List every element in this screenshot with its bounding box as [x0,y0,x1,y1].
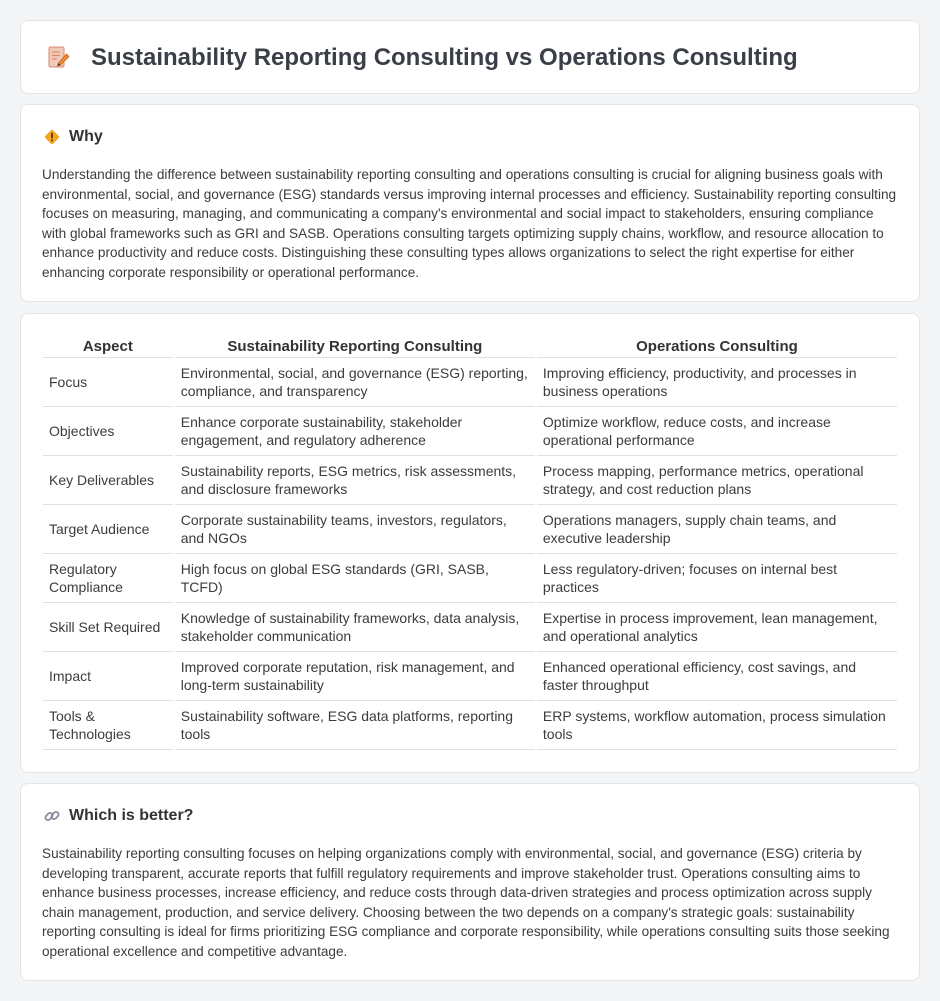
sustainability-cell: Improved corporate reputation, risk management, and long-term sustainability [175,652,535,701]
comparison-table-card [20,313,920,773]
title-card [20,20,920,94]
page-title: Sustainability Reporting Consulting vs Operations Consulting [91,44,798,71]
sustainability-cell: Enhance corporate sustainability, stakeholder engagement, and regulatory adherence [175,407,535,456]
why-section [20,104,920,302]
better-header [43,806,193,826]
aspect-cell: Regulatory Compliance [43,554,173,603]
table-header-row [43,334,897,358]
why-title: Why [69,128,103,145]
table-row [43,358,897,407]
header-sustainability: Sustainability Reporting Consulting [175,334,535,358]
operations-cell: Expertise in process improvement, lean management, and operational analytics [537,603,897,652]
table-row [43,505,897,554]
table-row [43,407,897,456]
diamond-warning-icon [43,128,61,146]
operations-cell: Enhanced operational efficiency, cost savings, and faster throughput [537,652,897,701]
aspect-cell: Impact [43,652,173,701]
operations-cell: Improving efficiency, productivity, and processes in business operations [537,358,897,407]
sustainability-cell: Knowledge of sustainability frameworks, data analysis, stakeholder communication [175,603,535,652]
aspect-cell: Key Deliverables [43,456,173,505]
table-row [43,456,897,505]
sustainability-cell: Corporate sustainability teams, investors, regulators, and NGOs [175,505,535,554]
document-pencil-icon [47,45,71,71]
operations-cell: Optimize workflow, reduce costs, and increase operational performance [537,407,897,456]
table-row [43,701,897,750]
aspect-cell: Tools & Technologies [43,701,173,750]
header-operations: Operations Consulting [537,334,897,358]
table-row [43,652,897,701]
table-row [43,554,897,603]
operations-cell: ERP systems, workflow automation, process simulation tools [537,701,897,750]
sustainability-cell: Sustainability software, ESG data platforms, reporting tools [175,701,535,750]
better-title: Which is better? [69,807,194,824]
aspect-cell: Target Audience [43,505,173,554]
sustainability-cell: Sustainability reports, ESG metrics, risk assessments, and disclosure frameworks [175,456,535,505]
why-body: Understanding the difference between sustainability reporting consulting and operations consulting is crucial for aligning business goals with environmental, social, and governance (ESG) standards versus improving internal processes and efficiency. Sustainability reporting consulting focuses on measuring, managing, and communicating a company's environmental and social impact to stakeholders, ensuring compliance with global frameworks such as GRI and SASB. Operations consulting targets optimizing supply chains, workflow, and resource allocation to enhance productivity and reduce costs. Distinguishing these consulting types allows organizations to select the right expertise for either enhancing corporate responsibility or operational performance. [42,167,897,280]
link-icon [43,807,61,825]
operations-cell: Process mapping, performance metrics, operational strategy, and cost reduction plans [537,456,897,505]
table-row [43,603,897,652]
aspect-cell: Objectives [43,407,173,456]
sustainability-cell: Environmental, social, and governance (ESG) reporting, compliance, and transparency [175,358,535,407]
aspect-cell: Skill Set Required [43,603,173,652]
which-is-better-section [20,783,920,981]
aspect-cell: Focus [43,358,173,407]
title-row [47,43,798,73]
operations-cell: Less regulatory-driven; focuses on internal best practices [537,554,897,603]
comparison-table [41,334,899,750]
better-body: Sustainability reporting consulting focuses on helping organizations comply with environmental, social, and governance (ESG) criteria by developing transparent, accurate reports that fulfill regulatory requirements and improve stakeholder trust. Operations consulting aims to enhance business processes, increase efficiency, and reduce costs through data-driven strategies and process optimization across supply chain management, production, and service delivery. Choosing between the two depends on a company's strategic goals: sustainability reporting consulting is ideal for firms prioritizing ESG compliance and corporate responsibility, while operations consulting suits those seeking operational excellence and competitive advantage. [42,846,890,959]
sustainability-cell: High focus on global ESG standards (GRI, SASB, TCFD) [175,554,535,603]
header-aspect: Aspect [43,334,173,358]
operations-cell: Operations managers, supply chain teams, and executive leadership [537,505,897,554]
why-header [43,127,103,147]
